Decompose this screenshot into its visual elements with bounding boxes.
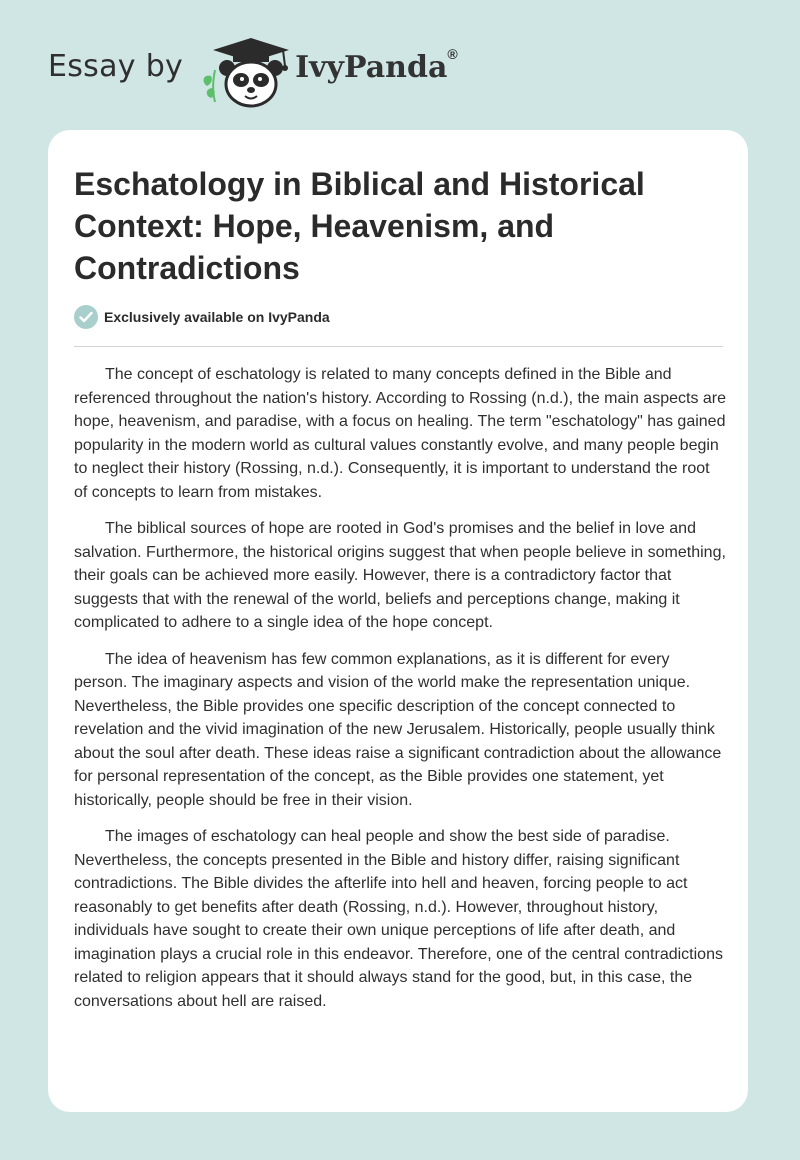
paragraph: The biblical sources of hope are rooted in God's promises and the belief in love and salvation. Furthermore, the historical origins suggest that when people believe in something, their goals can be achieved more easily. However, there is a contradictory factor that suggests that with the renewal of the world, beliefs and perceptions change, making it complicated to adhere to a single idea of the hope concept. (74, 520, 726, 631)
exclusive-badge (74, 305, 330, 329)
essay-title: Eschatology in Biblical and Historical Context: Hope, Heavenism, and Contradictions (74, 166, 645, 286)
registered-mark: ® (447, 45, 458, 62)
divider (74, 346, 723, 347)
paragraph: The idea of heavenism has few common explanations, as it is different for every person. The imaginary aspects and vision of the world make the representation unique. Nevertheless, the Bible provides one specific description of the concept connected to revelation and the vivid imagination of the new Jerusalem. Historically, people usually think about the soul after death. These ideas raise a significant contradiction about the allowance for personal representation of the concept, as the Bible provides one statement, yet historically, people should be free in their vision. (74, 650, 722, 809)
exclusive-label: Exclusively available on IvyPanda (104, 309, 330, 325)
paragraph: The concept of eschatology is related to many concepts defined in the Bible and referenced throughout the nation's history. According to Rossing (n.d.), the main aspects are hope, heavenism, and paradise, with a focus on healing. The term "eschatology" has gained popularity in the modern world as cultural values constantly evolve, and many people begin to neglect their history (Rossing, n.d.). Consequently, it is important to understand the root of concepts to learn from mistakes. (74, 366, 727, 501)
essay-body (74, 363, 726, 1026)
essay-card (48, 130, 748, 1112)
check-circle-icon (74, 305, 98, 329)
ivy-leaf-icon (204, 76, 212, 86)
brand-name[interactable]: IvyPanda® (295, 45, 458, 85)
site-header (48, 30, 548, 110)
panda-graduation-cap-icon (197, 30, 293, 110)
ivypanda-logo[interactable] (197, 30, 293, 110)
essay-by-label: Essay by (48, 48, 184, 84)
paragraph: The images of eschatology can heal people and show the best side of paradise. Nevertheless, the concepts presented in the Bible and history differ, raising significant contradictions. The Bible divides the afterlife into hell and heaven, forcing people to act reasonably to get benefits after death (Rossing, n.d.). However, throughout history, individuals have sought to create their own unique perceptions of life after death, and imagination plays a crucial role in this endeavor. Therefore, one of the central contradictions related to religion appears that it should always stand for the good, but, in this case, the conversations about hell are raised. (74, 828, 723, 1010)
